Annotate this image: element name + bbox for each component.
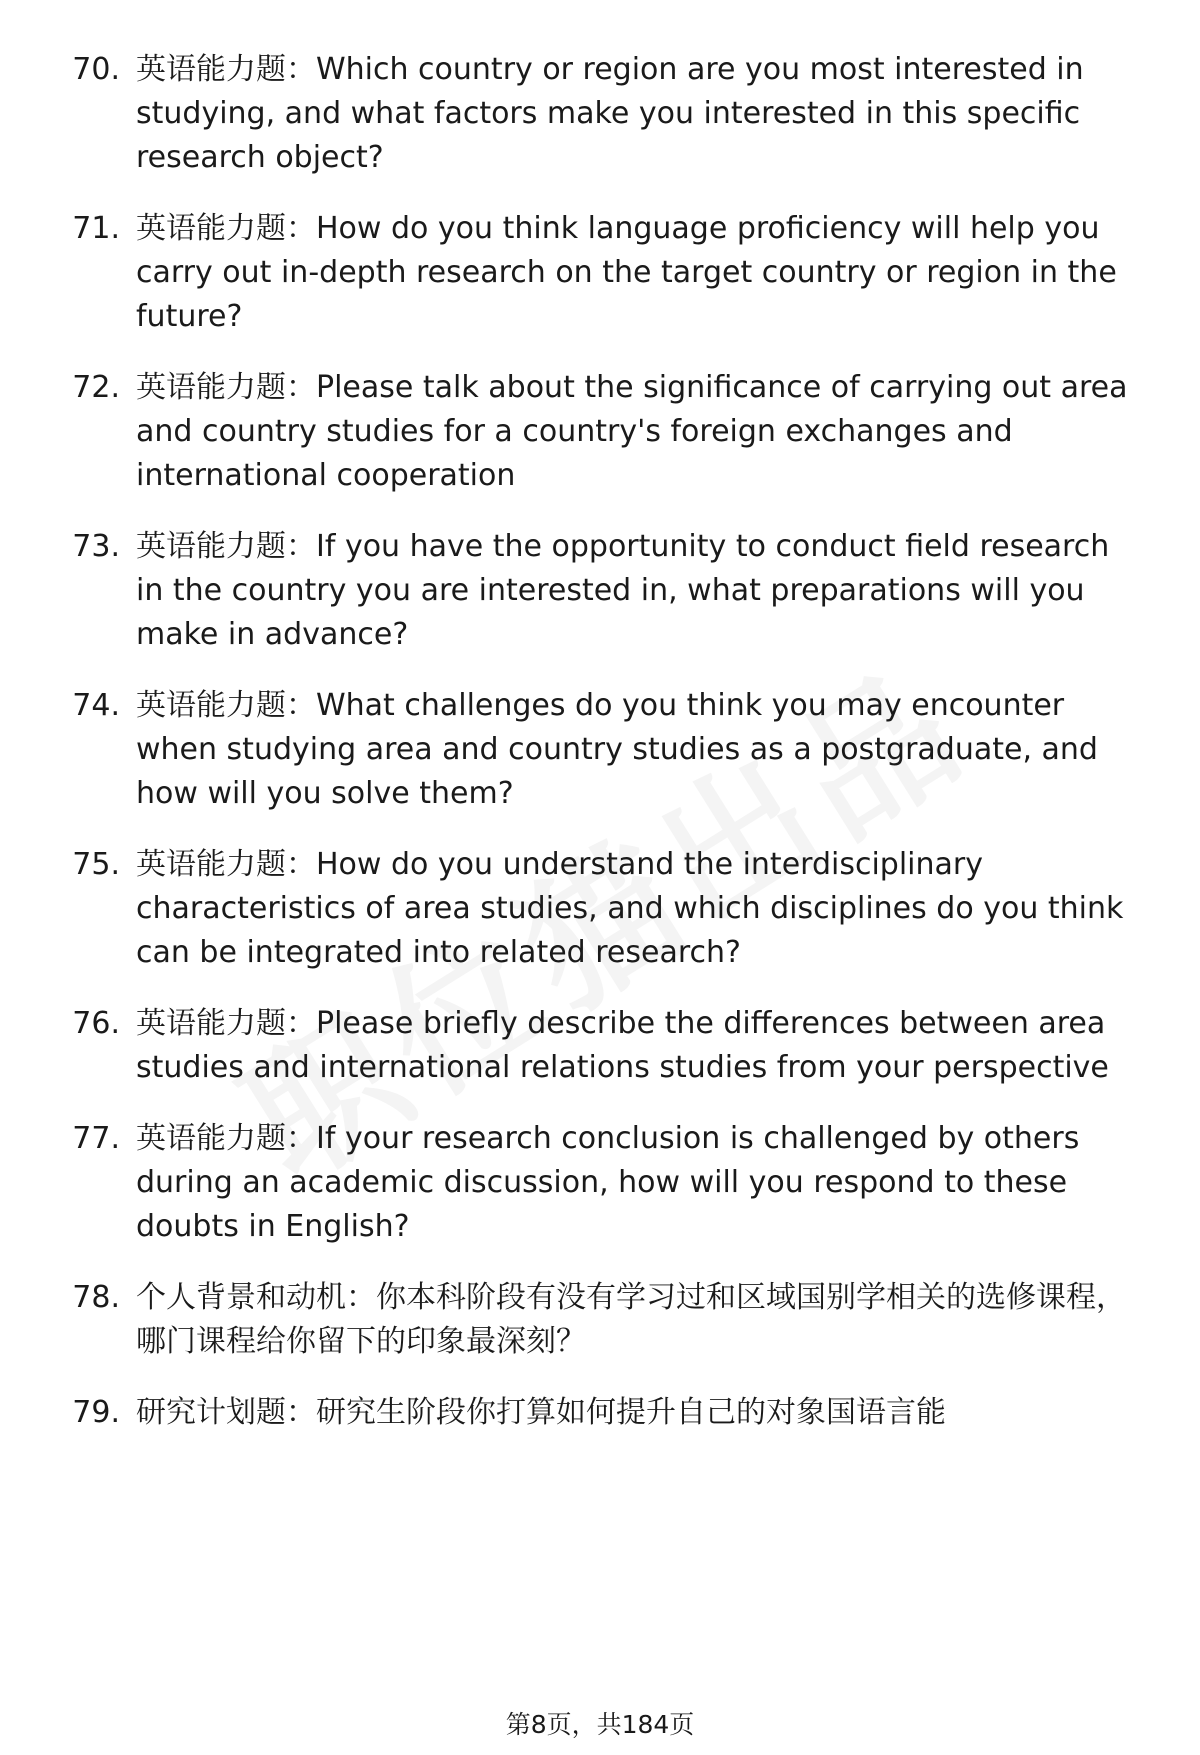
question-text: 英语能力题：How do you understand the interdisciplinary characteristics of area studies, and which disciplines do you think can be integrated into related research? (136, 847, 1124, 970)
list-item (58, 48, 1142, 180)
question-text: 英语能力题：Please talk about the significance of carrying out area and country studies for a country's foreign exchanges and international cooperation (136, 370, 1128, 493)
question-number: 78. (72, 1280, 120, 1315)
list-item (58, 1391, 1142, 1435)
question-text: 英语能力题：If you have the opportunity to conduct field research in the country you are interested in, what preparations will you make in advance? (136, 529, 1110, 652)
list-item (58, 366, 1142, 498)
question-number: 70. (72, 52, 120, 87)
question-number: 75. (72, 847, 120, 882)
question-text: 英语能力题：Which country or region are you most interested in studying, and what factors make you interested in this specific research object? (136, 52, 1084, 175)
list-item (58, 207, 1142, 339)
question-text: 英语能力题：If your research conclusion is challenged by others during an academic discussion, how will you respond to these doubts in English? (136, 1121, 1080, 1244)
list-item (58, 1276, 1142, 1364)
list-item (58, 684, 1142, 816)
question-text: 个人背景和动机：你本科阶段有没有学习过和区域国别学相关的选修课程，哪门课程给你留下的印象最深刻？ (136, 1280, 1126, 1359)
list-item (58, 525, 1142, 657)
page-footer: 第8页，共184页 (505, 1710, 695, 1739)
question-number: 79. (72, 1395, 120, 1430)
question-number: 73. (72, 529, 120, 564)
list-item (58, 1117, 1142, 1249)
question-text: 英语能力题：Please briefly describe the differences between area studies and international relations studies from your perspective (136, 1006, 1109, 1085)
list-item (58, 1002, 1142, 1090)
list-item (58, 843, 1142, 975)
question-number: 71. (72, 211, 120, 246)
question-text: 英语能力题：What challenges do you think you may encounter when studying area and country studies as a postgraduate, and how will you solve them? (136, 688, 1098, 811)
question-number: 76. (72, 1006, 120, 1041)
question-text: 研究计划题：研究生阶段你打算如何提升自己的对象国语言能 (136, 1395, 946, 1430)
question-text: 英语能力题：How do you think language proficiency will help you carry out in-depth research on the target country or region in the future? (136, 211, 1117, 334)
question-list (58, 48, 1142, 1435)
question-number: 77. (72, 1121, 120, 1156)
question-number: 74. (72, 688, 120, 723)
question-number: 72. (72, 370, 120, 405)
